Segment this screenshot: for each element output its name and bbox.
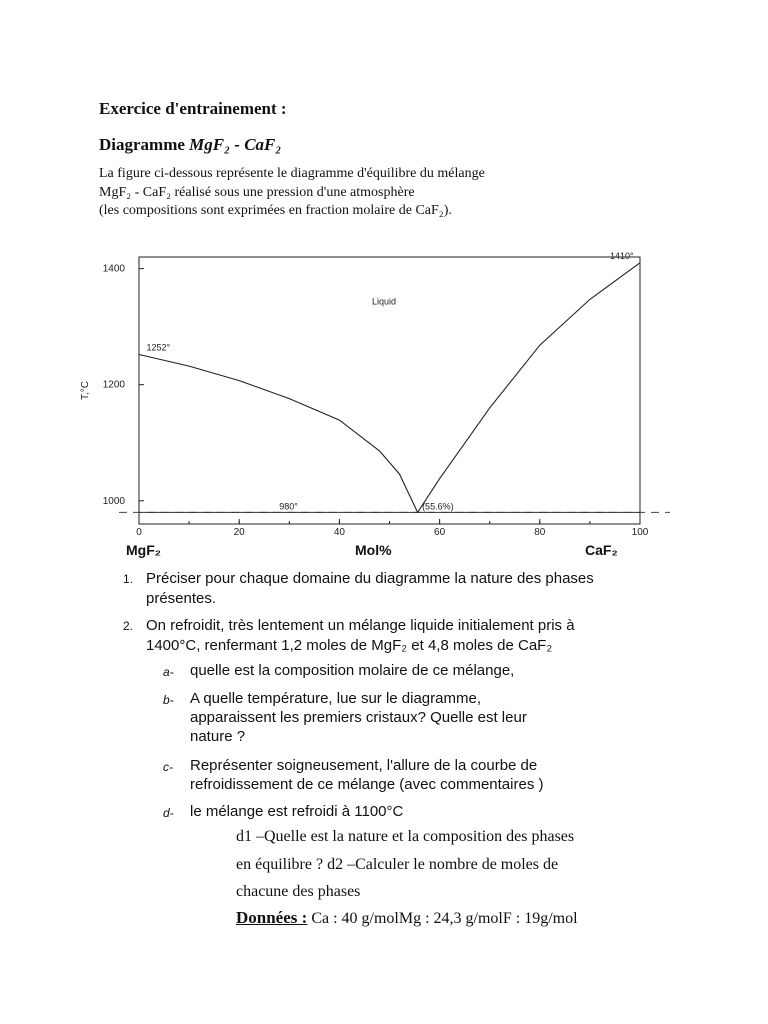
x-axis-label: Mol% <box>355 542 392 558</box>
x-tick-label: 0 <box>136 527 142 538</box>
donnees-text: Ca : 40 g/molMg : 24,3 g/molF : 19g/mol <box>307 910 578 927</box>
question-d-detail-line: d1 –Quelle est la nature et la composition des phases <box>236 828 575 845</box>
subquestion-label: c- <box>163 760 173 774</box>
y-axis-label: T,°C <box>80 381 91 400</box>
question-2-line: On refroidit, très lentement un mélange liquide initialement pris à <box>146 617 575 634</box>
subquestion-line: A quelle température, lue sur le diagramme, <box>190 690 481 707</box>
subquestion-label: b- <box>163 693 174 707</box>
subquestion-line: apparaissent les premiers cristaux? Quelle est leur <box>190 709 527 726</box>
y-tick-label: 1000 <box>102 495 125 507</box>
x-left-component-label: MgF₂ <box>126 542 161 558</box>
x-tick-label: 40 <box>333 527 345 538</box>
intro-line-3: (les compositions sont exprimées en fraction molaire de CaF₂). <box>99 203 452 218</box>
subquestion-line: refroidissement de ce mélange (avec commentaires ) <box>190 776 544 793</box>
label-1252: 1252° <box>146 342 171 353</box>
question-d-detail-line: chacune des phases <box>236 883 361 900</box>
x-tick-label: 100 <box>631 527 649 538</box>
subquestion-line: nature ? <box>190 728 246 745</box>
liquidus-curve-1 <box>139 355 418 513</box>
liquidus-curve-2 <box>418 263 640 513</box>
question-d-detail-line: en équilibre ? d2 –Calculer le nombre de moles de <box>236 856 559 873</box>
question-2-line: 1400°C, renfermant 1,2 moles de MgF₂ et 4,8 moles de CaF₂ <box>146 637 553 654</box>
exercise-title: Exercice d'entrainement : <box>99 99 287 118</box>
subquestion-line: quelle est la composition molaire de ce mélange, <box>190 662 515 679</box>
intro-line-2: MgF₂ - CaF₂ réalisé sous une pression d'une atmosphère <box>99 185 415 200</box>
donnees-label: Données : <box>236 908 308 927</box>
y-tick-label: 1200 <box>102 379 125 391</box>
diagram-heading <box>99 135 281 155</box>
liquid-label: Liquid <box>371 296 396 307</box>
question-number: 2. <box>123 619 134 633</box>
question-number: 1. <box>123 572 134 586</box>
heading-prefix: Diagramme <box>99 135 190 154</box>
intro-line-1: La figure ci-dessous représente le diagramme d'équilibre du mélange <box>99 166 485 181</box>
subquestion-label: d- <box>163 806 174 820</box>
x-right-component-label: CaF₂ <box>585 542 618 558</box>
question-1-line: Préciser pour chaque domaine du diagramme la nature des phases <box>146 570 594 587</box>
y-tick-label: 1400 <box>102 263 125 275</box>
label-980: 980° <box>279 501 298 512</box>
x-tick-label: 20 <box>233 527 245 538</box>
subquestion-label: a- <box>163 665 174 679</box>
subquestion-line: Représenter soigneusement, l'allure de la courbe de <box>190 757 538 774</box>
question-1-line: présentes. <box>146 590 217 607</box>
label-1410: 1410° <box>609 250 634 261</box>
x-tick-label: 80 <box>534 527 546 538</box>
donnees-line <box>236 908 578 928</box>
label-eutectic: (55.6%) <box>422 501 454 512</box>
subquestion-line: le mélange est refroidi à 1100°C <box>190 803 404 820</box>
x-tick-label: 60 <box>434 527 446 538</box>
heading-formula: MgF₂ - CaF₂ <box>189 135 282 154</box>
phase-diagram <box>78 248 678 560</box>
